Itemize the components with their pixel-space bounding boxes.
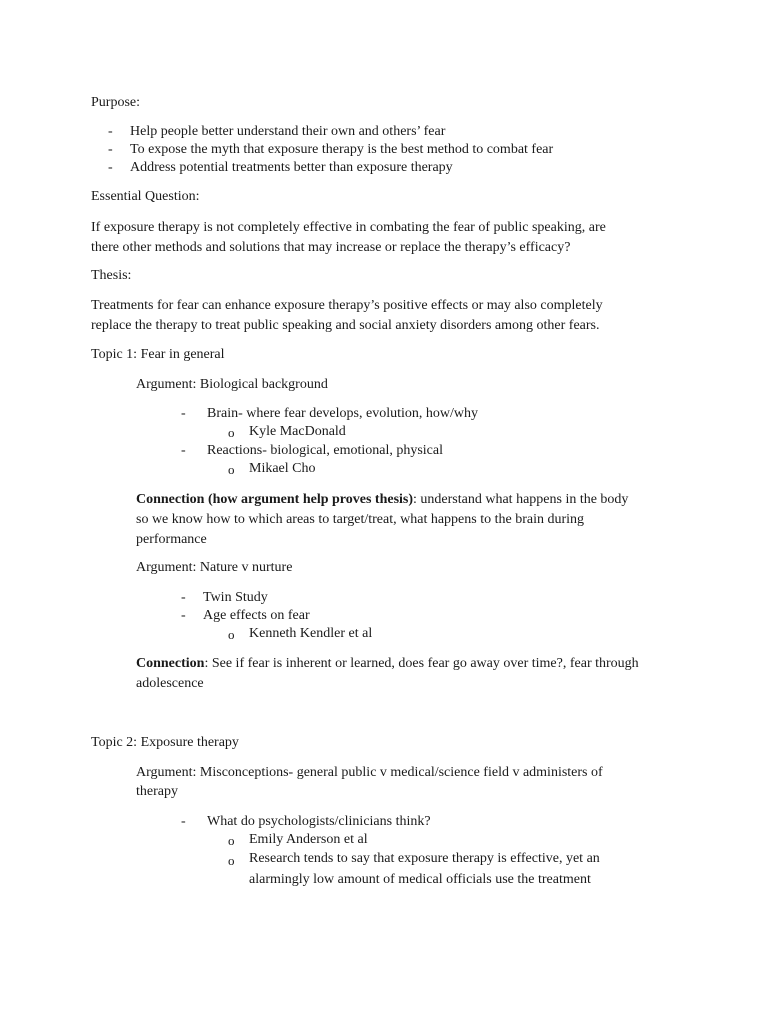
circle-bullet-icon: o	[228, 425, 235, 440]
essential-question-line: If exposure therapy is not completely effective in combating the fear of public speaking, are	[91, 220, 606, 235]
connection-line	[136, 655, 639, 673]
dash-bullet: -	[181, 814, 186, 829]
topic1-title: Topic 1: Fear in general	[91, 347, 225, 362]
source-item: Emily Anderson et al	[249, 832, 368, 847]
thesis-heading: Thesis:	[91, 268, 132, 283]
purpose-heading: Purpose:	[91, 95, 140, 110]
dash-bullet: -	[181, 443, 186, 458]
source-item: Kyle MacDonald	[249, 424, 346, 439]
connection-line: performance	[136, 532, 207, 547]
circle-bullet-icon: o	[228, 833, 235, 848]
circle-bullet-icon: o	[228, 462, 235, 477]
list-item: Help people better understand their own and others’ fear	[130, 124, 446, 139]
circle-bullet-icon: o	[228, 627, 235, 642]
connection-label: Connection	[136, 656, 205, 671]
essential-question-line: there other methods and solutions that may increase or replace the therapy’s efficacy?	[91, 240, 571, 255]
dash-bullet: -	[181, 406, 186, 421]
topic1-argument2-title: Argument: Nature v nurture	[136, 560, 293, 575]
connection-line: adolescence	[136, 676, 204, 691]
connection-text: : See if fear is inherent or learned, does fear go away over time?, fear through	[204, 656, 639, 671]
connection-text: : understand what happens in the body	[413, 492, 629, 507]
source-item: alarmingly low amount of medical officials use the treatment	[249, 872, 591, 887]
topic2-title: Topic 2: Exposure therapy	[91, 735, 239, 750]
topic1-argument1-title: Argument: Biological background	[136, 377, 328, 392]
source-item: Research tends to say that exposure therapy is effective, yet an	[249, 851, 600, 866]
thesis-line: Treatments for fear can enhance exposure therapy’s positive effects or may also completely	[91, 298, 603, 313]
connection-label: Connection (how argument help proves thesis)	[136, 492, 414, 507]
list-item: Reactions- biological, emotional, physical	[207, 443, 443, 458]
list-item: Age effects on fear	[203, 608, 310, 623]
circle-bullet-icon: o	[228, 853, 235, 868]
dash-bullet: -	[181, 590, 186, 605]
connection-line: so we know how to which areas to target/treat, what happens to the brain during	[136, 512, 585, 527]
topic2-argument1-title: Argument: Misconceptions- general public v medical/science field v administers of	[136, 765, 603, 780]
dash-bullet: -	[181, 608, 186, 623]
source-item: Kenneth Kendler et al	[249, 626, 373, 641]
source-item: Mikael Cho	[249, 461, 316, 476]
list-item: Address potential treatments better than exposure therapy	[130, 160, 453, 175]
list-item: To expose the myth that exposure therapy is the best method to combat fear	[130, 142, 554, 157]
topic2-argument1-title: therapy	[136, 784, 178, 799]
list-item: Twin Study	[203, 590, 268, 605]
dash-bullet: -	[108, 124, 113, 139]
dash-bullet: -	[108, 160, 113, 175]
essential-question-heading: Essential Question:	[91, 189, 200, 204]
dash-bullet: -	[108, 142, 113, 157]
thesis-line: replace the therapy to treat public speaking and social anxiety disorders among other fears.	[91, 318, 600, 333]
list-item: Brain- where fear develops, evolution, how/why	[207, 406, 478, 421]
list-item: What do psychologists/clinicians think?	[207, 814, 431, 829]
connection-line	[136, 491, 628, 509]
